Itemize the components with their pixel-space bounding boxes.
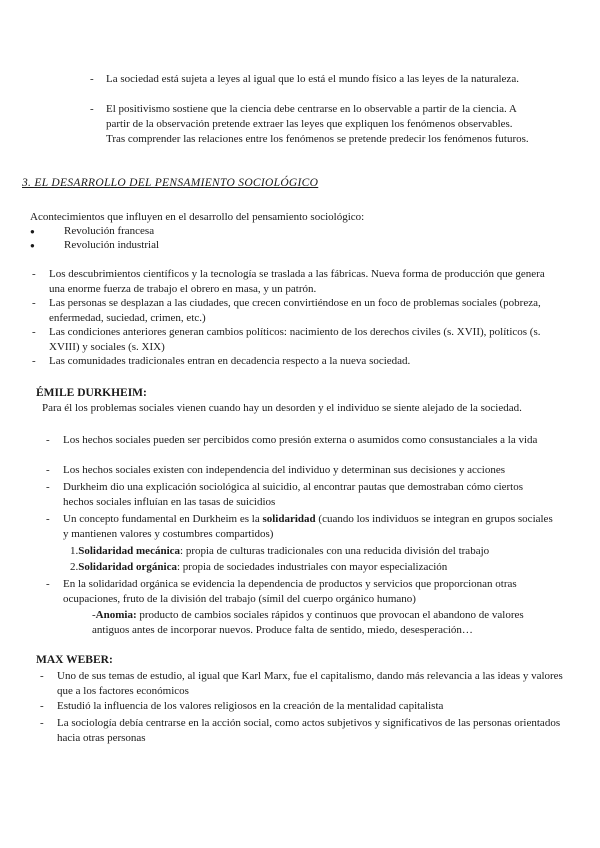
dash-marker: - bbox=[32, 355, 36, 367]
list-item-text: Estudió la influencia de los valores religiosos en la creación de la mentalidad capitalista bbox=[57, 700, 444, 712]
list-item-text: Las personas se desplazan a las ciudades, que crecen convirtiéndose en un foco de problemas sociales (pobreza, enfermedad, suciedad, crimen, etc.) bbox=[49, 297, 541, 324]
solidarity-before: Un concepto fundamental en Durkheim es la bbox=[63, 513, 263, 525]
list-item-text: Los hechos sociales existen con independencia del individuo y determinan sus decisiones y acciones bbox=[63, 464, 506, 476]
anomia-item bbox=[92, 608, 552, 638]
list-item bbox=[90, 102, 530, 147]
bullet-marker: ● bbox=[30, 241, 35, 250]
solidarity-after: (cuando los individuos se integran en grupos sociales y mantienen valores y costumbres compartidos) bbox=[63, 513, 553, 540]
dash-marker: - bbox=[40, 717, 44, 729]
list-item bbox=[46, 577, 556, 607]
dash-marker: - bbox=[32, 326, 36, 338]
list-item-text: En la solidaridad orgánica se evidencia la dependencia de productos y servicios que proporcionan otras ocupaciones, fruto de la división del trabajo (símil del cuerpo orgánico humano) bbox=[63, 578, 517, 605]
dash-marker: - bbox=[40, 670, 44, 682]
list-item-text: Las condiciones anteriores generan cambios políticos: nacimiento de los derechos civiles (s. XVII), políticos (s. XVIII) y sociales (s. XIX) bbox=[49, 326, 541, 353]
durkheim-intro: Para él los problemas sociales vienen cuando hay un desorden y el individuo se siente alejado de la sociedad. bbox=[42, 402, 522, 414]
list-item bbox=[40, 716, 578, 746]
list-item-text: Revolución francesa bbox=[64, 225, 155, 237]
list-item bbox=[46, 463, 556, 478]
list-item-text: Durkheim dio una explicación sociológica al suicidio, al encontrar pautas que demostraban cómo ciertos hechos sociales influían en las tasas de suicidios bbox=[63, 481, 524, 508]
bullet-marker: ● bbox=[30, 227, 35, 236]
weber-heading: MAX WEBER: bbox=[36, 654, 113, 666]
list-item bbox=[32, 267, 562, 297]
anomia-desc: producto de cambios sociales rápidos y continuos que provocan el abandono de valores antiguos antes de incorporar nuevos. Produce falta de sentido, miedo, desesperación… bbox=[92, 609, 524, 636]
item-number: 1. bbox=[70, 545, 79, 557]
list-item bbox=[46, 480, 556, 510]
item-term: Solidaridad mecánica bbox=[78, 545, 181, 557]
list-item bbox=[32, 354, 562, 369]
dash-marker: - bbox=[40, 700, 44, 712]
anomia-prefix: - bbox=[92, 609, 96, 621]
section-title: 3. EL DESARROLLO DEL PENSAMIENTO SOCIOLÓGICO bbox=[22, 177, 319, 189]
solidarity-term: solidaridad bbox=[262, 513, 316, 525]
list-item-text: Los hechos sociales pueden ser percibidos como presión externa o asumidos como consustanciales a la vida bbox=[63, 434, 538, 446]
dash-marker: - bbox=[90, 73, 94, 85]
item-desc: : propia de culturas tradicionales con una reducida división del trabajo bbox=[180, 545, 490, 557]
list-item bbox=[30, 238, 430, 253]
durkheim-heading: ÉMILE DURKHEIM: bbox=[36, 387, 147, 399]
list-item-text: Revolución industrial bbox=[64, 239, 160, 251]
dash-marker: - bbox=[46, 481, 50, 493]
numbered-item bbox=[70, 560, 560, 575]
list-item-text: La sociedad está sujeta a leyes al igual que lo está el mundo físico a las leyes de la naturaleza. bbox=[106, 73, 519, 85]
list-item-text: El positivismo sostiene que la ciencia debe centrarse en lo observable a partir de la ciencia. A partir de la observación pretende extraer las leyes que expliquen los fenómenos observables. Tras comprender las relaciones entre los fenómenos se pretende predecir los fenómenos futuros. bbox=[106, 103, 529, 145]
dash-marker: - bbox=[46, 434, 50, 446]
list-item-text: Las comunidades tradicionales entran en decadencia respecto a la nueva sociedad. bbox=[49, 355, 411, 367]
list-item bbox=[32, 296, 562, 326]
list-item bbox=[90, 72, 530, 87]
solidarity-text bbox=[63, 512, 556, 542]
dash-marker: - bbox=[46, 513, 50, 525]
dash-marker: - bbox=[46, 464, 50, 476]
list-item bbox=[40, 669, 578, 699]
dash-marker: - bbox=[32, 297, 36, 309]
dash-marker: - bbox=[46, 578, 50, 590]
numbered-item bbox=[70, 544, 560, 559]
list-item bbox=[32, 325, 562, 355]
list-item bbox=[40, 699, 578, 714]
list-item bbox=[46, 512, 556, 542]
list-item-text: Los descubrimientos científicos y la tecnología se traslada a las fábricas. Nueva forma de producción que genera una enorme fuerza de trabajo el obrero en masa, y un patrón. bbox=[49, 268, 545, 295]
anomia-term: Anomia: bbox=[95, 609, 137, 621]
list-item bbox=[46, 433, 556, 448]
list-item bbox=[30, 224, 430, 239]
item-desc: : propia de sociedades industriales con mayor especialización bbox=[176, 561, 448, 573]
item-term: Solidaridad orgánica bbox=[78, 561, 177, 573]
intro-text: Acontecimientos que influyen en el desarrollo del pensamiento sociológico: bbox=[30, 211, 365, 223]
item-number: 2. bbox=[70, 561, 79, 573]
dash-marker: - bbox=[90, 103, 94, 115]
list-item-text: Uno de sus temas de estudio, al igual que Karl Marx, fue el capitalismo, dando más relevancia a las ideas y valores que a los factores económicos bbox=[57, 670, 563, 697]
dash-marker: - bbox=[32, 268, 36, 280]
list-item-text: La sociología debía centrarse en la acción social, como actos subjetivos y significativos de las personas orientados hacia otras personas bbox=[57, 717, 561, 744]
